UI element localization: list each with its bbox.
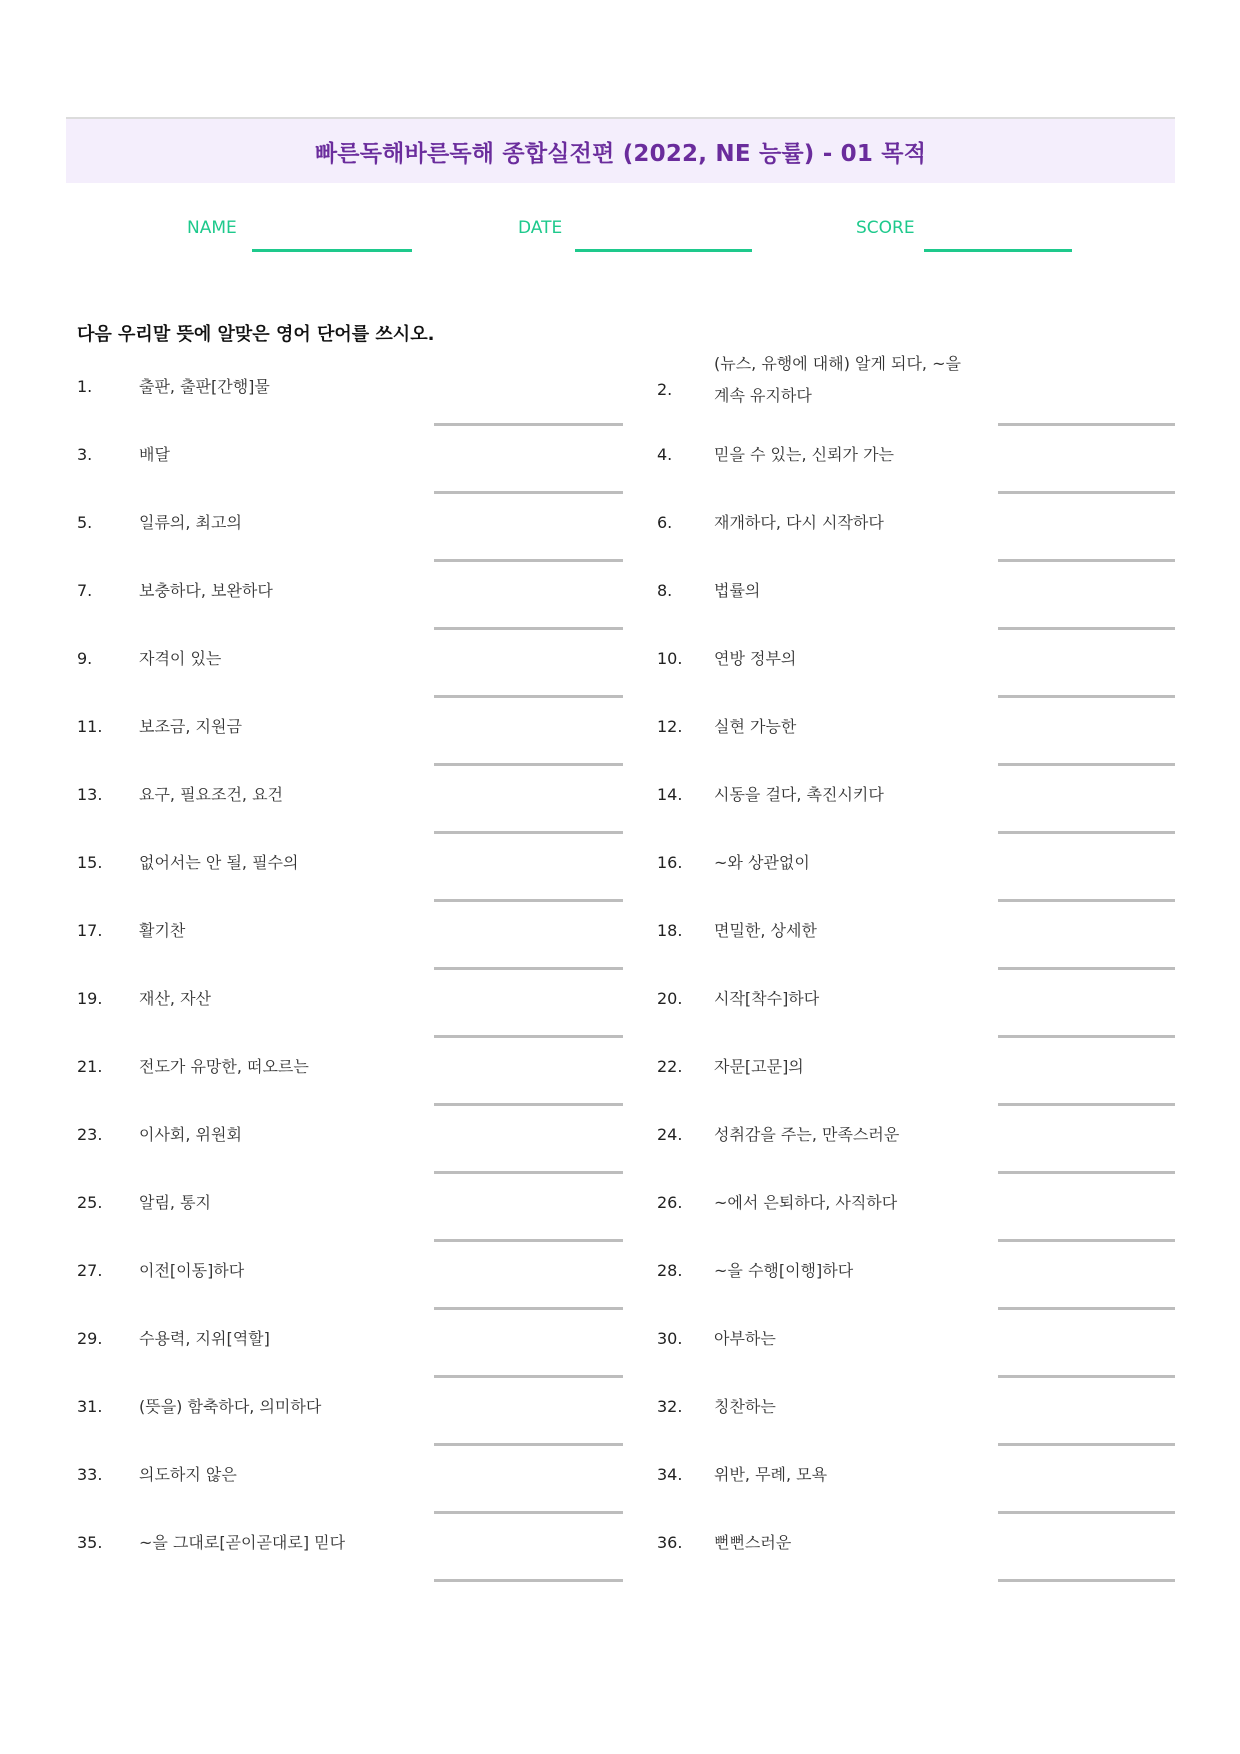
item-meaning: 일류의, 최고의 <box>139 513 242 532</box>
item-number: 19. <box>77 989 103 1008</box>
answer-blank[interactable] <box>434 1103 623 1106</box>
item-number: 16. <box>657 853 683 872</box>
answer-blank[interactable] <box>434 899 623 902</box>
answer-blank[interactable] <box>434 831 623 834</box>
item-number: 20. <box>657 989 683 1008</box>
answer-blank[interactable] <box>998 1375 1175 1378</box>
item-number: 33. <box>77 1465 103 1484</box>
item-number: 23. <box>77 1125 103 1144</box>
item-number: 26. <box>657 1193 683 1212</box>
item-meaning-line2: 계속 유지하다 <box>714 386 812 405</box>
item-number: 8. <box>657 581 673 600</box>
answer-blank[interactable] <box>998 1103 1175 1106</box>
item-meaning: 아부하는 <box>714 1329 776 1348</box>
item-meaning: 시동을 걸다, 촉진시키다 <box>714 785 884 804</box>
item-number: 25. <box>77 1193 103 1212</box>
item-number: 1. <box>77 377 93 396</box>
item-number: 21. <box>77 1057 103 1076</box>
item-number: 2. <box>657 380 673 399</box>
item-meaning: 수용력, 지위[역할] <box>139 1329 270 1348</box>
item-meaning: 칭찬하는 <box>714 1397 776 1416</box>
item-meaning: ~을 수행[이행]하다 <box>714 1261 854 1280</box>
item-number: 29. <box>77 1329 103 1348</box>
answer-blank[interactable] <box>998 1171 1175 1174</box>
answer-blank[interactable] <box>998 1239 1175 1242</box>
answer-blank[interactable] <box>998 899 1175 902</box>
item-meaning: 이전[이동]하다 <box>139 1261 245 1280</box>
item-number: 13. <box>77 785 103 804</box>
item-number: 15. <box>77 853 103 872</box>
answer-blank[interactable] <box>434 1035 623 1038</box>
item-number: 32. <box>657 1397 683 1416</box>
answer-blank[interactable] <box>434 763 623 766</box>
item-number: 31. <box>77 1397 103 1416</box>
item-number: 24. <box>657 1125 683 1144</box>
worksheet-header <box>66 117 1175 183</box>
answer-blank[interactable] <box>434 967 623 970</box>
item-meaning: (뜻을) 함축하다, 의미하다 <box>139 1397 322 1416</box>
worksheet-title: 빠른독해바른독해 종합실전편 (2022, NE 능률) - 01 목적 <box>314 140 927 167</box>
name-field[interactable] <box>252 249 412 252</box>
answer-blank[interactable] <box>998 1511 1175 1514</box>
item-meaning: 면밀한, 상세한 <box>714 921 817 940</box>
date-label: DATE <box>518 218 563 238</box>
answer-blank[interactable] <box>998 1035 1175 1038</box>
item-meaning: 성취감을 주는, 만족스러운 <box>714 1125 900 1144</box>
item-number: 34. <box>657 1465 683 1484</box>
item-meaning: 자격이 있는 <box>139 649 222 668</box>
item-meaning: 의도하지 않은 <box>139 1465 237 1484</box>
answer-blank[interactable] <box>998 1579 1175 1582</box>
answer-blank[interactable] <box>998 967 1175 970</box>
instruction-text: 다음 우리말 뜻에 알맞은 영어 단어를 쓰시오. <box>77 324 435 345</box>
item-meaning: 재개하다, 다시 시작하다 <box>714 513 884 532</box>
item-number: 7. <box>77 581 93 600</box>
item-number: 9. <box>77 649 93 668</box>
item-number: 22. <box>657 1057 683 1076</box>
answer-blank[interactable] <box>998 627 1175 630</box>
item-number: 18. <box>657 921 683 940</box>
answer-blank[interactable] <box>998 423 1175 426</box>
item-number: 6. <box>657 513 673 532</box>
item-meaning: (뉴스, 유행에 대해) 알게 되다, ~을 <box>714 354 961 373</box>
item-meaning: 출판, 출판[간행]물 <box>139 377 270 396</box>
answer-blank[interactable] <box>998 1443 1175 1446</box>
item-meaning: 자문[고문]의 <box>714 1057 804 1076</box>
item-meaning: 전도가 유망한, 떠오르는 <box>139 1057 309 1076</box>
answer-blank[interactable] <box>998 763 1175 766</box>
item-number: 28. <box>657 1261 683 1280</box>
answer-blank[interactable] <box>434 491 623 494</box>
item-number: 12. <box>657 717 683 736</box>
item-number: 10. <box>657 649 683 668</box>
item-number: 36. <box>657 1533 683 1552</box>
answer-blank[interactable] <box>434 1171 623 1174</box>
item-meaning: 실현 가능한 <box>714 717 797 736</box>
item-number: 35. <box>77 1533 103 1552</box>
item-meaning: ~에서 은퇴하다, 사직하다 <box>714 1193 898 1212</box>
answer-blank[interactable] <box>434 1511 623 1514</box>
item-meaning: 뻔뻔스러운 <box>714 1533 792 1552</box>
item-number: 11. <box>77 717 103 736</box>
item-meaning: 연방 정부의 <box>714 649 797 668</box>
name-label: NAME <box>187 218 237 238</box>
answer-blank[interactable] <box>434 559 623 562</box>
answer-blank[interactable] <box>434 1239 623 1242</box>
item-meaning: ~을 그대로[곧이곧대로] 믿다 <box>139 1533 346 1552</box>
answer-blank[interactable] <box>434 1443 623 1446</box>
item-number: 14. <box>657 785 683 804</box>
answer-blank[interactable] <box>998 831 1175 834</box>
item-meaning: 시작[착수]하다 <box>714 989 820 1008</box>
item-meaning: ~와 상관없이 <box>714 853 810 872</box>
item-number: 17. <box>77 921 103 940</box>
item-meaning: 보조금, 지원금 <box>139 717 242 736</box>
item-meaning: 요구, 필요조건, 요건 <box>139 785 283 804</box>
item-meaning: 재산, 자산 <box>139 989 211 1008</box>
answer-blank[interactable] <box>434 1375 623 1378</box>
answer-blank[interactable] <box>998 491 1175 494</box>
item-number: 4. <box>657 445 673 464</box>
score-field[interactable] <box>924 249 1072 252</box>
item-meaning: 이사회, 위원회 <box>139 1125 242 1144</box>
answer-blank[interactable] <box>434 627 623 630</box>
item-number: 5. <box>77 513 93 532</box>
answer-blank[interactable] <box>998 695 1175 698</box>
score-label: SCORE <box>856 218 915 238</box>
item-meaning: 배달 <box>139 445 170 464</box>
answer-blank[interactable] <box>434 695 623 698</box>
item-number: 30. <box>657 1329 683 1348</box>
item-meaning: 위반, 무례, 모욕 <box>714 1465 828 1484</box>
answer-blank[interactable] <box>434 423 623 426</box>
item-meaning: 믿을 수 있는, 신뢰가 가는 <box>714 445 894 464</box>
answer-blank[interactable] <box>998 559 1175 562</box>
answer-blank[interactable] <box>998 1307 1175 1310</box>
item-meaning: 보충하다, 보완하다 <box>139 581 273 600</box>
answer-blank[interactable] <box>434 1579 623 1582</box>
item-meaning: 알림, 통지 <box>139 1193 211 1212</box>
answer-blank[interactable] <box>434 1307 623 1310</box>
item-number: 3. <box>77 445 93 464</box>
item-meaning: 법률의 <box>714 581 761 600</box>
item-number: 27. <box>77 1261 103 1280</box>
item-meaning: 없어서는 안 될, 필수의 <box>139 853 299 872</box>
item-meaning: 활기찬 <box>139 921 186 940</box>
date-field[interactable] <box>575 249 752 252</box>
